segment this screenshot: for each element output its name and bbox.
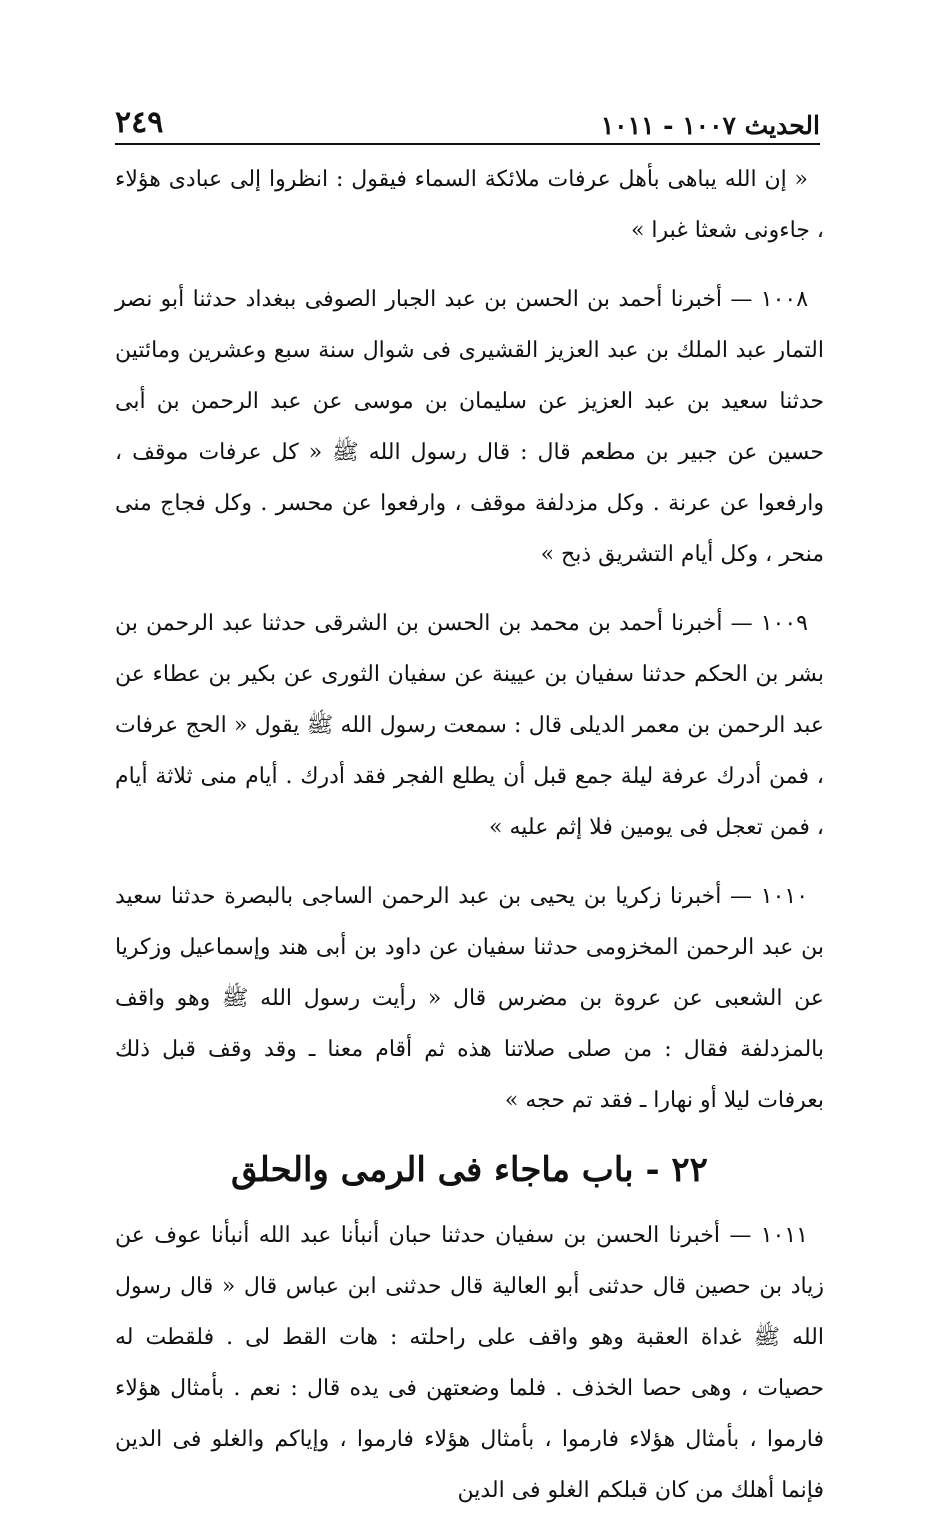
hadith-number: ١٠٠٨ bbox=[760, 287, 809, 312]
hadith-number: ١٠١١ bbox=[760, 1223, 808, 1248]
hadith-number: ١٠٠٩ bbox=[760, 611, 808, 636]
hadith-number: ١٠١٠ bbox=[760, 884, 809, 909]
paragraph-text: — أخبرنا زكريا بن يحيى بن عبد الرحمن الساجى بالبصرة حدثنا سعيد بن عبد الرحمن المخزومى حدثنا سفيان عن داود بن أبى هند وإسماعيل وزكريا عن الشعبى عن عروة بن مضرس قال « رأيت رسول الله ﷺ وهو واقف بالمزدلفة فقال : من صلى صلاتنا هذه ثم أقام معنا ـ وقد وقف قبل ذلك بعرفات ليلا أو نهارا ـ فقد تم حجه » bbox=[115, 884, 824, 1113]
paragraph-text: — أخبرنا الحسن بن سفيان حدثنا حبان أنبأنا عبد الله أنبأنا عوف عن زياد بن حصين قال حدثنى أبو العالية قال حدثنى ابن عباس قال « قال رسول الله ﷺ غداة العقبة وهو واقف على راحلته : هات القط لى . فلقطت له حصيات ، وهى حصا الخذف . فلما وضعتهن فى يده قال : نعم . بأمثال هؤلاء فارموا ، بأمثال هؤلاء فارموا ، بأمثال هؤلاء فارموا ، وإياكم والغلو فى الدين فإنما أهلك من كان قبلكم الغلو فى الدين bbox=[115, 1223, 824, 1503]
paragraph-text: « إن الله يباهى بأهل عرفات ملائكة السماء فيقول : انظروا إلى عبادى هؤلاء ، جاءونى شعثا غبرا » bbox=[115, 167, 824, 243]
hadith-1009 bbox=[115, 598, 824, 853]
hadith-1011 bbox=[115, 1210, 824, 1516]
page-body bbox=[115, 154, 824, 1534]
chapter-heading: ٢٢ - باب ماجاء فى الرمى والحلق bbox=[231, 1150, 708, 1190]
paragraph-text: — أخبرنا أحمد بن محمد بن الحسن بن الشرقى حدثنا عبد الرحمن بن بشر بن الحكم حدثنا سفيان بن عيينة عن سفيان الثورى عن بكير بن عطاء عن عبد الرحمن بن معمر الديلى قال : سمعت رسول الله ﷺ يقول « الحج عرفات ، فمن أدرك عرفة ليلة جمع قبل أن يطلع الفجر فقد أدرك . أيام منى ثلاثة أيام ، فمن تعجل فى يومين فلا إثم عليه » bbox=[115, 611, 824, 840]
hadith-1010 bbox=[115, 871, 824, 1126]
running-title: الحديث ١٠٠٧ - ١٠١١ bbox=[600, 111, 820, 140]
header-rule bbox=[115, 143, 820, 145]
paragraph-continuation bbox=[115, 154, 824, 256]
page-header bbox=[115, 96, 820, 140]
paragraph-text: — أخبرنا أحمد بن الحسن بن عبد الجبار الصوفى ببغداد حدثنا أبو نصر التمار عبد الملك بن عبد العزيز القشيرى فى شوال سنة سبع وعشرين ومائتين حدثنا سعيد بن عبد العزيز عن سليمان بن موسى عن عبد الرحمن بن أبى حسين عن جبير بن مطعم قال : قال رسول الله ﷺ « كل عرفات موقف ، وارفعوا عن عرنة . وكل مزدلفة موقف ، وارفعوا عن محسر . وكل فجاج منى منحر ، وكل أيام التشريق ذبح » bbox=[115, 287, 824, 567]
page-number: ٢٤٩ bbox=[115, 105, 164, 140]
hadith-1008 bbox=[115, 274, 824, 580]
